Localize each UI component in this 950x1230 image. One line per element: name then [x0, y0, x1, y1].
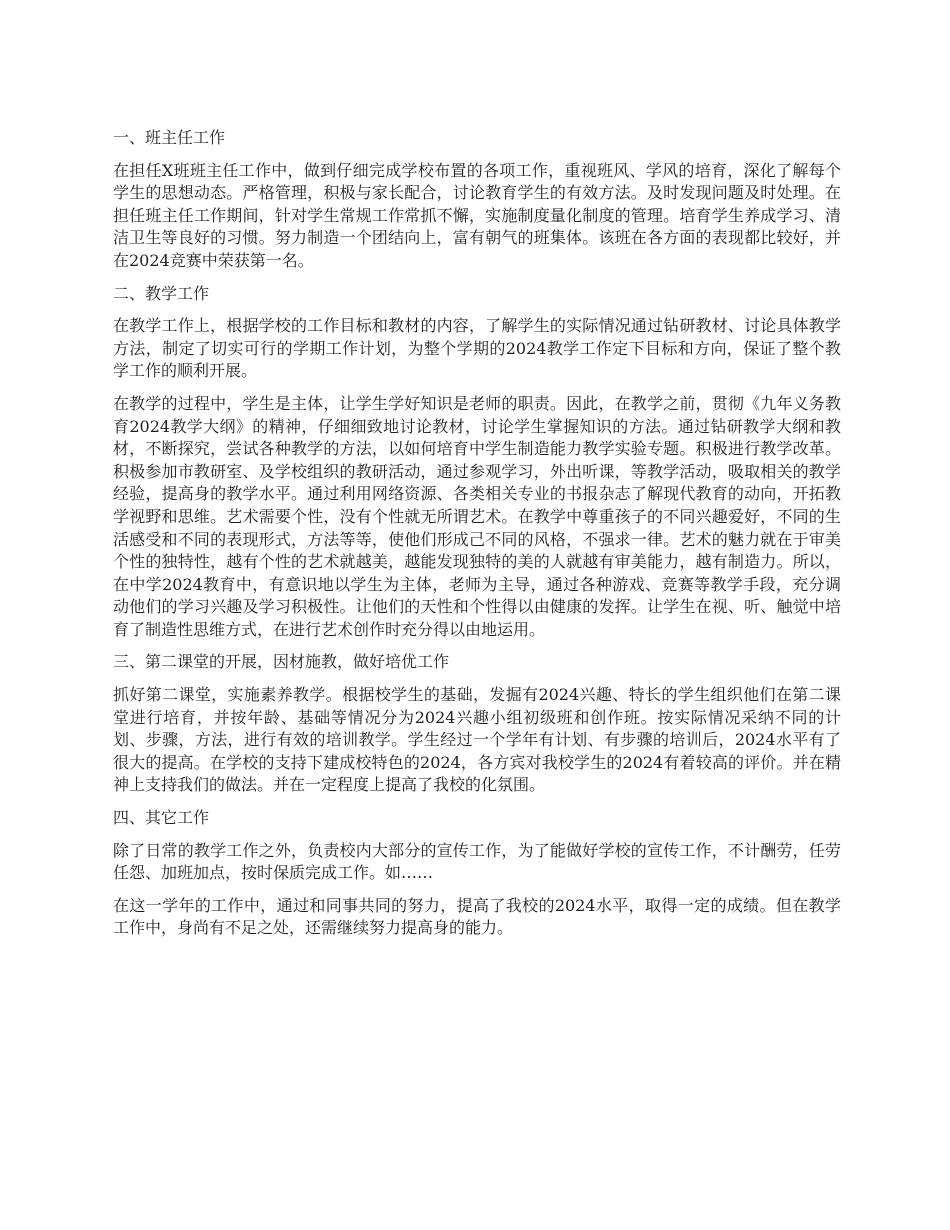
section-paragraph: 在这一学年的工作中，通过和同事共同的努力，提高了我校的2024水平，取得一定的成绩。但在教学工作中，身尚有不足之处，还需继续努力提高身的能力。 [113, 895, 841, 938]
section-paragraph: 在教学工作上，根据学校的工作目标和教材的内容，了解学生的实际情况通过钻研教材、讨论具体教学方法，制定了切实可行的学期工作计划，为整个学期的2024教学工作定下目标和方向，保证了整个教学工作的顺利开展。 [113, 316, 841, 381]
section-heading: 二、教学工作 [113, 283, 210, 303]
section-heading: 四、其它工作 [113, 808, 210, 828]
document-body [113, 127, 841, 950]
section-paragraph: 在担任X班班主任工作中，做到仔细完成学校布置的各项工作，重视班风、学风的培育，深化了解每个学生的思想动态。严格管理，积极与家长配合，讨论教育学生的有效方法。及时发现问题及时处理。在担任班主任工作期间，针对学生常规工作常抓不懈，实施制度量化制度的管理。培育学生养成学习、清洁卫生等良好的习惯。努力制造一个团结向上，富有朝气的班集体。该班在各方面的表现都比较好，并在2024竞赛中荣获第一名。 [113, 160, 841, 270]
section-paragraph: 除了日常的教学工作之外，负责校内大部分的宣传工作，为了能做好学校的宣传工作，不计酬劳，任劳任怨、加班加点，按时保质完成工作。如…… [113, 840, 841, 883]
section-heading: 一、班主任工作 [113, 128, 226, 147]
section-heading: 三、第二课堂的开展，因材施教，做好培优工作 [113, 652, 450, 672]
section-paragraph: 在教学的过程中，学生是主体，让学生学好知识是老师的职责。因此，在教学之前，贯彻《九年义务教育2024教学大纲》的精神，仔细细致地讨论教材，讨论学生掌握知识的方法。通过钻研教学大纲和教材，不断探究，尝试各种教学的方法，以如何培育中学生制造能力教学实验专题。积极进行教学改革。积极参加市教研室、及学校组织的教研活动，通过参观学习，外出听课，等教学活动，吸取相关的教学经验，提高身的教学水平。通过利用网络资源、各类相关专业的书报杂志了解现代教育的动向，开拓教学视野和思维。艺术需要个性，没有个性就无所谓艺术。在教学中尊重孩子的不同兴趣爱好，不同的生活感受和不同的表现形式，方法等等，使他们形成己不同的风格，不强求一律。艺术的魅力就在于审美个性的独特性，越有个性的艺术就越美，越能发现独特的美的人就越有审美能力，越有制造力。所以，在中学2024教育中，有意识地以学生为主体，老师为主导，通过各种游戏、竞赛等教学手段，充分调动他们的学习兴趣及学习积极性。让他们的天性和个性得以由健康的发挥。让学生在视、听、触觉中培育了制造性思维方式，在进行艺术创作时充分得以由地运用。 [113, 393, 841, 639]
section-second-classroom [113, 651, 841, 797]
section-teaching [113, 283, 841, 642]
section-other-work [113, 807, 841, 940]
section-class-teacher [113, 127, 841, 273]
section-paragraph: 抓好第二课堂，实施素养教学。根据校学生的基础，发掘有2024兴趣、特长的学生组织他们在第二课堂进行培育，并按年龄、基础等情况分为2024兴趣小组初级班和创作班。按实际情况采纳不同的计划、步骤，方法，进行有效的培训教学。学生经过一个学年有计划、有步骤的培训后，2024水平有了很大的提高。在学校的支持下建成校特色的2024，各方宾对我校学生的2024有着较高的评价。并在精神上支持我们的做法。并在一定程度上提高了我校的化氛围。 [113, 685, 841, 795]
